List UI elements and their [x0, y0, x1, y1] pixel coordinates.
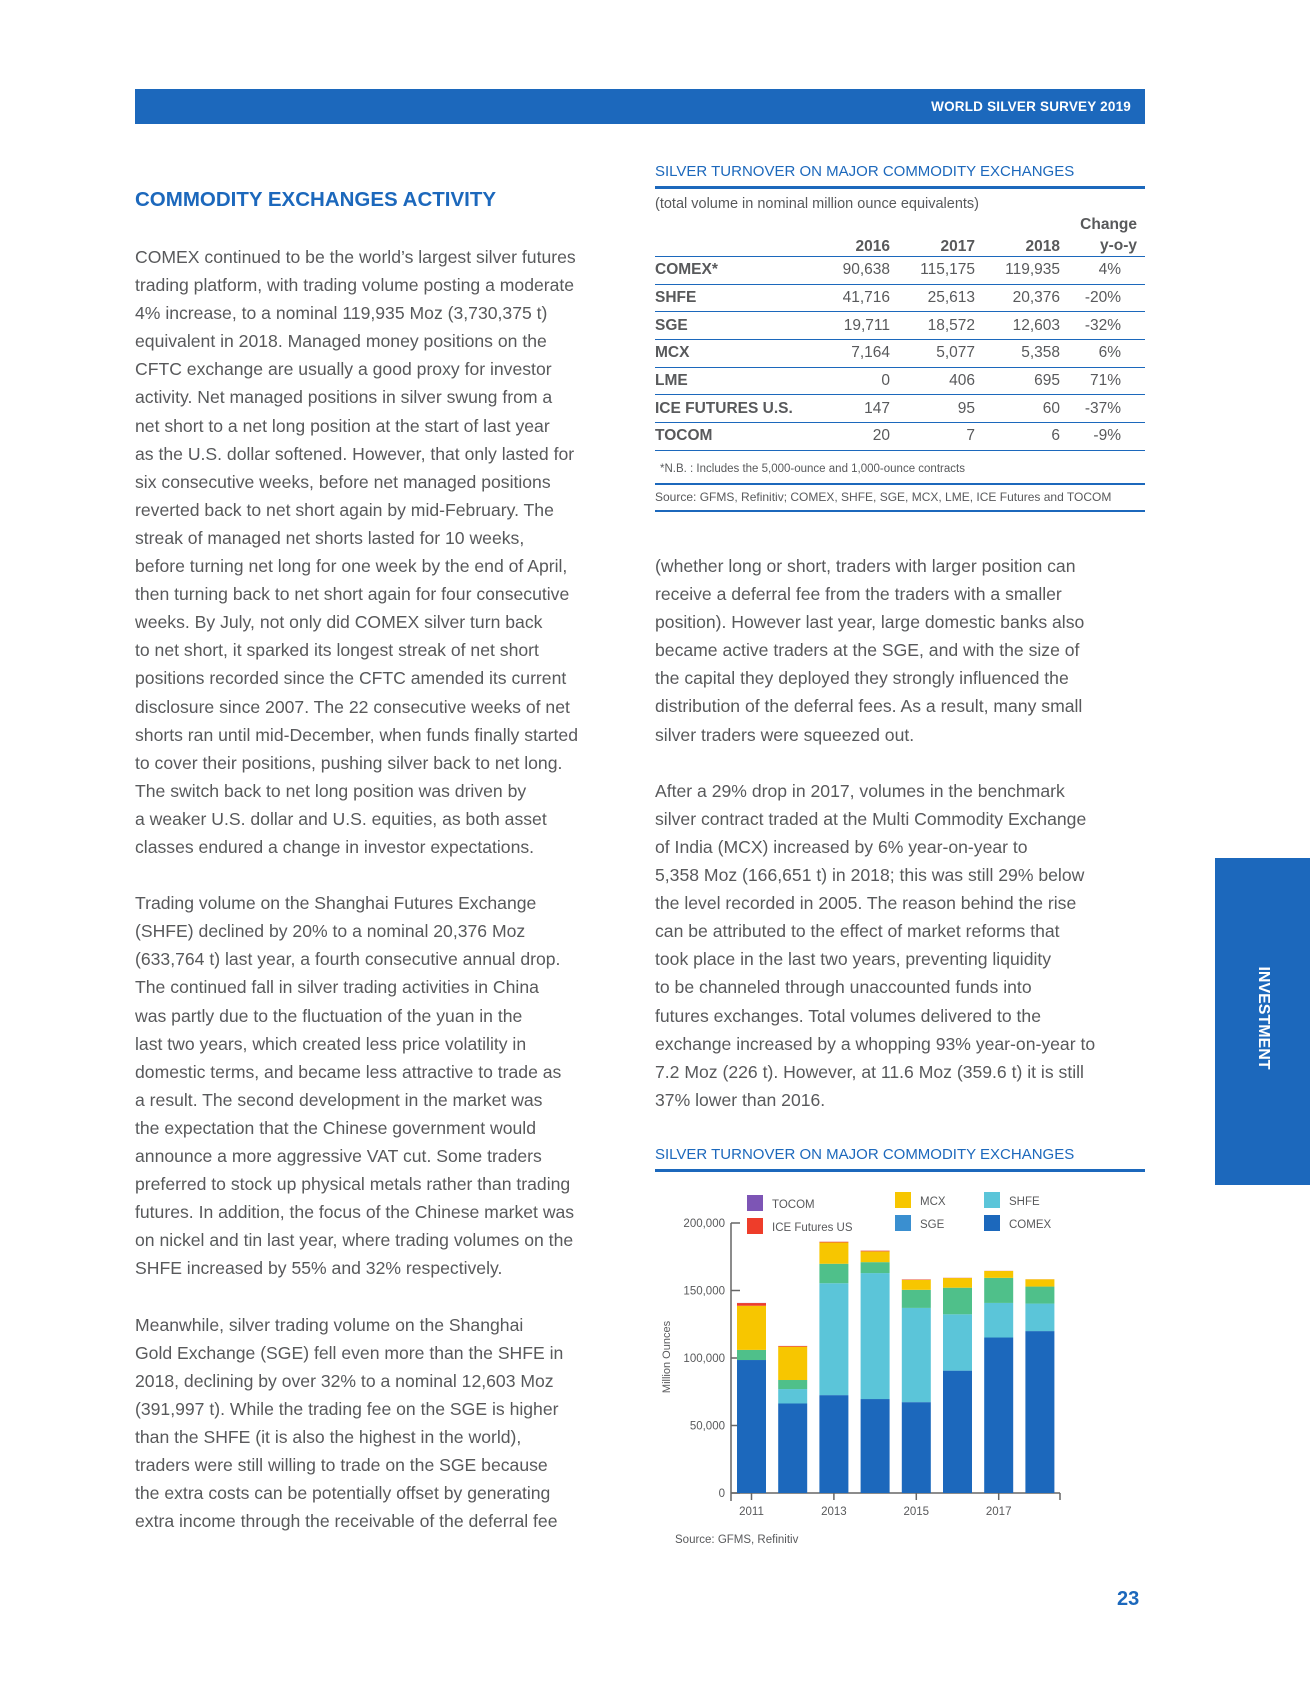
- text-line: to be channeled through unaccounted funds into: [655, 977, 1032, 998]
- text-line: preferred to stock up physical metals rather than trading: [135, 1174, 571, 1195]
- bar-segment-ice-futures-us: [819, 1242, 848, 1243]
- bar-segment-comex: [819, 1395, 848, 1493]
- chart-source: Source: GFMS, Refinitiv: [675, 1534, 799, 1546]
- cell-value: 6%: [1098, 344, 1121, 362]
- text-line: 37% lower than 2016.: [655, 1089, 826, 1110]
- bar-segment-shfe: [778, 1389, 807, 1403]
- text-line: the level recorded in 2005. The reason behind the rise: [655, 893, 1077, 914]
- text-line: (whether long or short, traders with larger position can: [655, 556, 1076, 576]
- text-line: COMEX continued to be the world’s largest silver futures: [135, 247, 576, 267]
- text-line: before turning net long for one week by the end of April,: [135, 556, 568, 577]
- cell-value: 25,613: [927, 289, 975, 307]
- text-line: the extra costs can be potentially offset by generating: [135, 1483, 551, 1504]
- text-line: Meanwhile, silver trading volume on the Shanghai: [135, 1314, 524, 1335]
- text-line: the expectation that the Chinese government would: [135, 1117, 537, 1138]
- row-label: COMEX*: [655, 261, 718, 279]
- cell-value: 19,711: [843, 316, 890, 334]
- text-line: extra income through the receivable of the deferral fee: [135, 1511, 558, 1532]
- text-line: the capital they deployed they strongly influenced the: [655, 668, 1069, 689]
- y-tick-label: 50,000: [689, 1420, 725, 1433]
- cell-value: 95: [957, 399, 975, 417]
- cell-value: 20,376: [1012, 289, 1060, 307]
- bar-segment-shfe: [902, 1308, 931, 1402]
- text-line: futures. In addition, the focus of the Chinese market was: [135, 1202, 575, 1223]
- cell-value: 5,077: [936, 344, 975, 362]
- text-line: futures exchanges. Total volumes delivered to the: [655, 1005, 1041, 1026]
- text-line: as the U.S. dollar softened. However, that only lasted for: [135, 443, 575, 464]
- bar-segment-ice-futures-us: [737, 1303, 766, 1306]
- bar-segment-mcx: [861, 1251, 890, 1262]
- text-line: of India (MCX) increased by 6% year-on-year to: [655, 836, 1028, 857]
- legend-swatch-sge: [895, 1215, 911, 1231]
- text-line: on nickel and tin last year, where trading volumes on the: [135, 1230, 574, 1251]
- header-bar: [135, 89, 1145, 124]
- cell-value: 41,716: [842, 289, 890, 307]
- text-line: activity. Net managed positions in silver swung from a: [135, 387, 553, 408]
- text-line: to net short, it sparked its longest streak of net short: [135, 640, 539, 661]
- text-line: (SHFE) declined by 20% to a nominal 20,376 Moz: [135, 921, 526, 942]
- bar-segment-comex: [737, 1360, 766, 1493]
- table-source: Source: GFMS, Refinitiv; COMEX, SHFE, SGE, MCX, LME, ICE Futures and TOCOM: [655, 490, 1112, 504]
- text-line: After a 29% drop in 2017, volumes in the benchmark: [655, 780, 1065, 801]
- text-line: a result. The second development in the market was: [135, 1089, 543, 1110]
- cell-value: 71%: [1089, 372, 1121, 390]
- bar-segment-sge: [737, 1350, 766, 1360]
- col-change-line2: y-o-y: [1099, 237, 1137, 254]
- text-line: silver contract traded at the Multi Commodity Exchange: [655, 808, 1087, 829]
- cell-value: -32%: [1084, 316, 1121, 334]
- text-line: to cover their positions, pushing silver back to net long.: [135, 752, 563, 773]
- text-line: shorts ran until mid-December, when funds finally started: [135, 724, 578, 745]
- cell-value: 18,572: [927, 316, 975, 334]
- table-header-row: [655, 214, 1145, 257]
- legend-label: MCX: [920, 1196, 946, 1208]
- text-line: positions recorded since the CFTC amended its current: [135, 668, 567, 689]
- row-label: ICE FUTURES U.S.: [655, 399, 793, 417]
- text-line: distribution of the deferral fees. As a result, many small: [655, 696, 1083, 717]
- bar-segment-ice-futures-us: [861, 1251, 890, 1252]
- y-axis-label: Million Ounces: [661, 1320, 673, 1394]
- legend-swatch-mcx: [895, 1192, 911, 1208]
- text-line: became active traders at the SGE, and with the size of: [655, 640, 1080, 661]
- bar-segment-shfe: [984, 1303, 1013, 1338]
- x-tick-label: 2013: [821, 1506, 847, 1518]
- x-tick-label: 2015: [903, 1506, 930, 1518]
- bar-segment-comex: [984, 1338, 1013, 1493]
- text-line: receive a deferral fee from the traders with a smaller: [655, 584, 1062, 605]
- text-line: streak of managed net shorts lasted for 10 weeks,: [135, 527, 525, 548]
- legend-label: ICE Futures US: [772, 1222, 853, 1234]
- row-label: SGE: [655, 316, 688, 334]
- text-line: 5,358 Moz (166,651 t) in 2018; this was still 29% below: [655, 865, 1085, 886]
- table-row: [655, 367, 1145, 395]
- text-line: The continued fall in silver trading activities in China: [135, 977, 539, 998]
- bar-segment-shfe: [819, 1283, 848, 1395]
- y-tick-label: 0: [718, 1488, 725, 1500]
- row-label: TOCOM: [655, 427, 713, 445]
- bar-segment-sge: [861, 1262, 890, 1273]
- text-line: (391,997 t). While the trading fee on the SGE is higher: [135, 1398, 559, 1419]
- side-tab-label: INVESTMENT: [1255, 966, 1272, 1070]
- cell-value: 0: [881, 372, 890, 390]
- bar-segment-comex: [1025, 1331, 1054, 1493]
- table-subtitle: (total volume in nominal million ounce equivalents): [655, 196, 979, 212]
- text-line: 7.2 Moz (226 t). However, at 11.6 Moz (359.6 t) it is still: [655, 1061, 1084, 1082]
- text-line: Trading volume on the Shanghai Futures Exchange: [135, 893, 537, 914]
- text-line: than the SHFE (it is also the highest in the world),: [135, 1426, 522, 1447]
- col-2018: 2018: [1025, 238, 1060, 255]
- legend-swatch-tocom: [747, 1195, 763, 1211]
- bar-segment-shfe: [861, 1273, 890, 1399]
- page-number: 23: [1117, 1588, 1140, 1610]
- row-label: SHFE: [655, 289, 697, 307]
- text-line: The switch back to net long position was driven by: [135, 780, 527, 801]
- table-row: [655, 284, 1145, 312]
- text-line: SHFE increased by 55% and 32% respectively.: [135, 1258, 503, 1279]
- paragraph-gap: [135, 1282, 578, 1310]
- col-change-line1: Change: [1080, 216, 1137, 233]
- table-title-rule: [655, 186, 1145, 189]
- text-line: 2018, declining by over 32% to a nominal 12,603 Moz: [135, 1370, 554, 1391]
- cell-value: 6: [1051, 427, 1060, 445]
- bar-segment-sge: [819, 1264, 848, 1283]
- col-2017: 2017: [940, 238, 975, 255]
- text-line: domestic terms, and became less attractive to trade as: [135, 1061, 562, 1082]
- bar-segment-sge: [902, 1290, 931, 1308]
- cell-value: -9%: [1093, 427, 1121, 445]
- right-column-text: [655, 552, 1095, 1114]
- bar-segment-comex: [902, 1402, 931, 1493]
- chart-title: SILVER TURNOVER ON MAJOR COMMODITY EXCHANGES: [655, 1146, 1075, 1163]
- bar-segment-mcx: [902, 1280, 931, 1290]
- text-line: (633,764 t) last year, a fourth consecutive annual drop.: [135, 949, 561, 970]
- table-row: [655, 423, 1145, 451]
- cell-value: 695: [1034, 372, 1060, 390]
- bar-segment-comex: [778, 1403, 807, 1493]
- cell-value: 20: [872, 427, 890, 445]
- col-change: [1060, 214, 1145, 257]
- bar-segment-shfe: [1025, 1304, 1054, 1332]
- table-title: SILVER TURNOVER ON MAJOR COMMODITY EXCHANGES: [655, 163, 1075, 180]
- bar-segment-mcx: [778, 1347, 807, 1380]
- text-line: position). However last year, large domestic banks also: [655, 612, 1085, 633]
- cell-value: 12,603: [1012, 316, 1060, 334]
- section-title: COMMODITY EXCHANGES ACTIVITY: [135, 188, 497, 211]
- text-line: a weaker U.S. dollar and U.S. equities, as both asset: [135, 808, 547, 829]
- header-title: WORLD SILVER SURVEY 2019: [931, 99, 1131, 114]
- text-line: CFTC exchange are usually a good proxy for investor: [135, 359, 552, 380]
- cell-value: 119,935: [1005, 261, 1060, 279]
- paragraph-gap: [655, 749, 1095, 777]
- row-label: MCX: [655, 344, 690, 362]
- legend-label: SGE: [920, 1219, 945, 1231]
- turnover-table: [655, 214, 1145, 451]
- bar-segment-shfe: [943, 1314, 972, 1370]
- text-line: took place in the last two years, preventing liquidity: [655, 949, 1052, 970]
- text-line: trading platform, with trading volume posting a moderate: [135, 275, 575, 296]
- text-line: disclosure since 2007. The 22 consecutive weeks of net: [135, 696, 570, 717]
- text-line: traders were still willing to trade on the SGE because: [135, 1455, 548, 1476]
- cell-value: 60: [1042, 399, 1060, 417]
- cell-value: 5,358: [1021, 344, 1060, 362]
- cell-value: 7,164: [851, 344, 890, 362]
- col-2016: 2016: [855, 238, 890, 255]
- legend-label: SHFE: [1009, 1196, 1040, 1208]
- x-tick-label: 2017: [985, 1506, 1012, 1518]
- bar-segment-sge: [1025, 1287, 1054, 1304]
- bar-segment-mcx: [819, 1242, 848, 1263]
- bar-segment-sge: [984, 1278, 1013, 1303]
- x-tick-label: 2011: [739, 1506, 764, 1518]
- bar-segment-sge: [943, 1288, 972, 1315]
- text-line: announce a more aggressive VAT cut. Some traders: [135, 1146, 542, 1166]
- cell-value: 4%: [1098, 261, 1121, 279]
- text-line: 4% increase, to a nominal 119,935 Moz (3,730,375 t): [135, 303, 548, 324]
- text-line: silver traders were squeezed out.: [655, 724, 915, 745]
- left-column-text: [135, 243, 578, 1535]
- table-bottom-rule: [655, 510, 1145, 512]
- text-line: Gold Exchange (SGE) fell even more than the SHFE in: [135, 1342, 564, 1363]
- table-divider: [655, 483, 1145, 485]
- cell-value: -20%: [1084, 289, 1121, 307]
- text-line: net short to a net long position at the start of last year: [135, 415, 550, 436]
- bar-segment-comex: [943, 1371, 972, 1493]
- bar-segment-mcx: [1025, 1279, 1054, 1286]
- text-line: last two years, which created less price volatility in: [135, 1033, 527, 1054]
- y-tick-label: 150,000: [683, 1285, 725, 1298]
- legend-swatch-ice-futures-us: [747, 1218, 763, 1234]
- table-note: *N.B. : Includes the 5,000-ounce and 1,000-ounce contracts: [660, 463, 965, 475]
- text-line: weeks. By July, not only did COMEX silver turn back: [135, 612, 543, 633]
- legend-label: TOCOM: [772, 1199, 815, 1211]
- bar-segment-ice-futures-us: [778, 1346, 807, 1347]
- y-tick-label: 200,000: [683, 1218, 725, 1230]
- table-row: [655, 257, 1145, 285]
- turnover-chart: [650, 1180, 1100, 1560]
- cell-value: 7: [966, 427, 975, 445]
- text-line: can be attributed to the effect of market reforms that: [655, 921, 1060, 942]
- text-line: classes endured a change in investor expectations.: [135, 836, 535, 857]
- text-line: six consecutive weeks, before net managed positions: [135, 471, 551, 492]
- side-tab: [1215, 858, 1310, 1185]
- cell-value: -37%: [1084, 399, 1121, 417]
- cell-value: 115,175: [920, 261, 975, 279]
- text-line: equivalent in 2018. Managed money positions on the: [135, 331, 547, 352]
- text-line: was partly due to the fluctuation of the yuan in the: [135, 1005, 523, 1026]
- bar-segment-sge: [778, 1380, 807, 1389]
- bar-segment-mcx: [984, 1271, 1013, 1278]
- table-row: [655, 312, 1145, 340]
- y-tick-label: 100,000: [683, 1353, 725, 1365]
- bar-segment-comex: [861, 1399, 890, 1493]
- legend-swatch-shfe: [984, 1192, 1000, 1208]
- cell-value: 406: [949, 372, 975, 390]
- text-line: then turning back to net short again for four consecutive: [135, 584, 570, 605]
- paragraph-gap: [135, 861, 578, 889]
- bar-segment-mcx: [737, 1306, 766, 1350]
- table-row: [655, 395, 1145, 423]
- row-label: LME: [655, 372, 688, 390]
- legend-swatch-comex: [984, 1215, 1000, 1231]
- cell-value: 147: [864, 399, 890, 417]
- cell-value: 90,638: [842, 261, 890, 279]
- legend-label: COMEX: [1009, 1219, 1052, 1231]
- chart-title-rule: [655, 1169, 1145, 1172]
- text-line: exchange increased by a whopping 93% year-on-year to: [655, 1033, 1096, 1054]
- bar-segment-mcx: [943, 1278, 972, 1288]
- table-row: [655, 340, 1145, 368]
- text-line: reverted back to net short again by mid-February. The: [135, 499, 554, 520]
